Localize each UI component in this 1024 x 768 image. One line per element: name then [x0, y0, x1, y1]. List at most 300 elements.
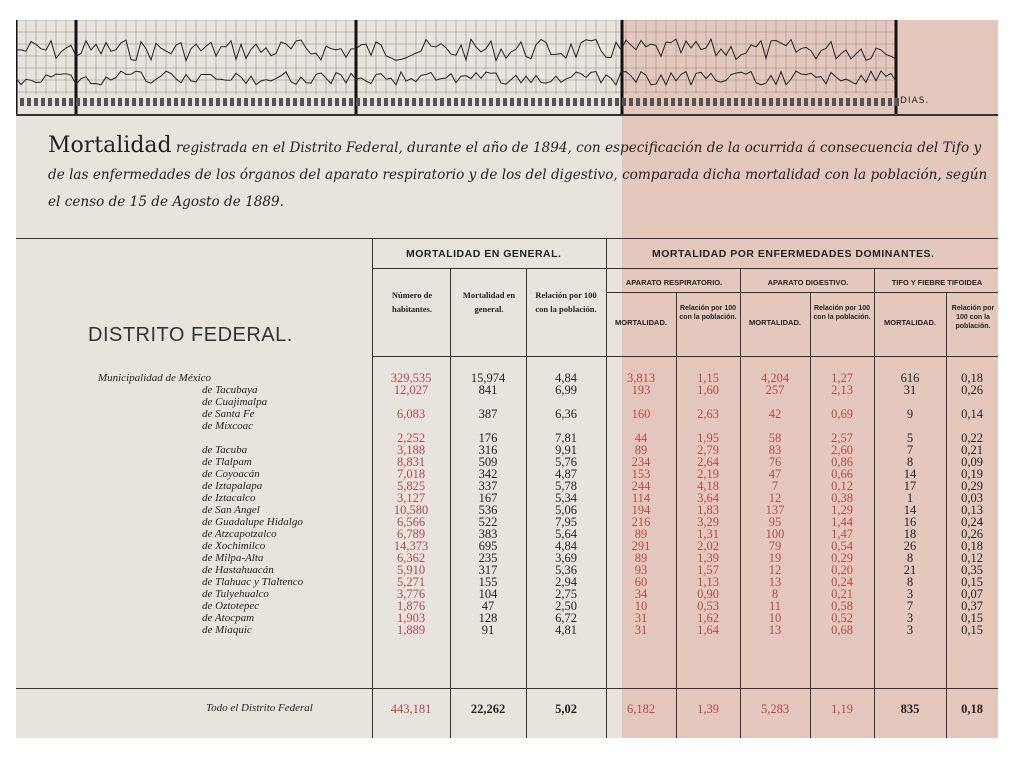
table-cell: 153 — [631, 467, 651, 481]
day-tick — [825, 98, 829, 106]
divider — [606, 292, 998, 293]
table-cell: 2,75 — [555, 587, 577, 601]
table-cell: 155 — [478, 575, 498, 589]
table-cell: 0,29 — [961, 479, 983, 493]
table-cell: 95 — [768, 515, 782, 529]
table-cell: 47 — [481, 599, 495, 613]
header-dominantes: MORTALIDAD POR ENFERMEDADES DOMINANTES. — [652, 248, 935, 260]
col-dig-rel — [810, 372, 874, 636]
table-cell: 14 — [903, 503, 917, 517]
table-cell: 0,15 — [961, 623, 983, 637]
table-cell: 0,13 — [961, 503, 983, 517]
table-cell: 8 — [906, 551, 914, 565]
table-cell: 58 — [768, 431, 782, 445]
day-tick — [496, 98, 500, 106]
day-tick — [391, 98, 395, 106]
table-cell: 31 — [903, 383, 917, 397]
day-tick — [608, 98, 612, 106]
subheader-dig-relacion: Relación por 100 con la población. — [813, 305, 871, 321]
table-cell: 0,26 — [961, 527, 983, 541]
day-tick — [97, 98, 101, 106]
day-tick — [531, 98, 535, 106]
day-tick — [685, 98, 689, 106]
table-cell: 0,66 — [831, 467, 853, 481]
table-cell: 89 — [634, 527, 648, 541]
table-cell: 5,78 — [555, 479, 577, 493]
table-cell: 2,94 — [555, 575, 577, 589]
day-tick — [657, 98, 661, 106]
day-tick — [307, 98, 311, 106]
table-cell: 5,06 — [555, 503, 577, 517]
col-tifo — [874, 372, 946, 636]
day-tick — [426, 98, 430, 106]
municipality-name: de Tacuba — [202, 444, 248, 456]
table-cell: 2,252 — [396, 431, 426, 445]
table-cell: 244 — [631, 479, 651, 493]
table-cell: 1,15 — [697, 371, 719, 385]
table-cell: 3,776 — [396, 587, 426, 601]
table-cell: 6,789 — [396, 527, 426, 541]
table-cell: 137 — [765, 503, 785, 517]
header-digestivo: APARATO DIGESTIVO. — [767, 278, 849, 287]
table-cell: 7 — [906, 443, 914, 457]
table-cell: 12 — [768, 563, 782, 577]
table-cell: 3 — [906, 623, 914, 637]
day-tick — [48, 98, 52, 106]
title-lead: Mortalidad — [48, 133, 172, 158]
table-cell: 10,580 — [393, 503, 429, 517]
table-cell: 6,362 — [396, 551, 426, 565]
table-cell: 3 — [906, 611, 914, 625]
table-cell: 0,14 — [961, 407, 983, 421]
table-cell: 235 — [478, 551, 498, 565]
table-cell: 5 — [906, 431, 914, 445]
day-tick — [118, 98, 122, 106]
day-tick — [447, 98, 451, 106]
municipality-name: de Tulyehualco — [202, 588, 269, 600]
table-cell: 7 — [906, 599, 914, 613]
table-cell: 4,204 — [760, 371, 790, 385]
day-tick — [27, 98, 31, 106]
table-cell: 2,64 — [697, 455, 719, 469]
table-cell: 4,84 — [555, 371, 577, 385]
day-tick — [55, 98, 59, 106]
municipality-name: de Milpa-Alta — [202, 552, 264, 564]
day-tick — [867, 98, 871, 106]
table-cell: 1,39 — [697, 551, 719, 565]
day-tick — [797, 98, 801, 106]
day-tick — [552, 98, 556, 106]
table-cell: 0,15 — [961, 575, 983, 589]
municipality-name: de San Angel — [202, 504, 260, 516]
table-cell: 342 — [478, 467, 498, 481]
day-tick — [783, 98, 787, 106]
table-cell: 0,21 — [961, 443, 983, 457]
table-cell: 1,31 — [697, 527, 719, 541]
table-cell: 5,271 — [396, 575, 426, 589]
document-sheet — [16, 20, 998, 738]
table-cell: 0,54 — [831, 539, 853, 553]
table-cell: 8 — [906, 575, 914, 589]
day-tick — [216, 98, 220, 106]
total-resp-rel: 1,39 — [697, 702, 719, 716]
table-cell: 2,50 — [555, 599, 577, 613]
subheader-tifo-relacion: Relación por 100 con la población. — [951, 305, 995, 330]
day-tick — [342, 98, 346, 106]
document-title — [48, 132, 988, 216]
day-tick — [125, 98, 129, 106]
municipality-name: de Mixcoac — [202, 420, 253, 432]
col-mortalidad — [450, 372, 526, 636]
table-cell: 26 — [903, 539, 917, 553]
municipality-name: de Oztotepec — [202, 600, 260, 612]
table-cell: 1,29 — [831, 503, 853, 517]
day-tick — [62, 98, 66, 106]
day-tick — [195, 98, 199, 106]
day-tick — [503, 98, 507, 106]
table-cell: 0,26 — [961, 383, 983, 397]
col-dig — [740, 372, 810, 636]
day-tick — [328, 98, 332, 106]
day-tick — [286, 98, 290, 106]
table-cell: 387 — [478, 407, 498, 421]
day-tick — [461, 98, 465, 106]
table-cell: 8 — [771, 587, 779, 601]
table-cell: 5,64 — [555, 527, 577, 541]
day-tick — [167, 98, 171, 106]
total-dig: 5,283 — [760, 702, 790, 716]
table-cell: 0,37 — [961, 599, 983, 613]
table-cell: 7,018 — [396, 467, 426, 481]
day-tick — [475, 98, 479, 106]
day-tick — [566, 98, 570, 106]
table-cell: 0,18 — [961, 539, 983, 553]
table-cell: 9,91 — [555, 443, 577, 457]
day-tick — [895, 98, 899, 106]
day-tick — [258, 98, 262, 106]
municipality-name: de Atocpam — [202, 612, 255, 624]
table-cell: 1,62 — [697, 611, 719, 625]
table-cell: 0,12 — [831, 479, 853, 493]
day-tick — [769, 98, 773, 106]
municipality-name: de Guadalupe Hidalgo — [202, 516, 303, 528]
municipality-name: de Santa Fe — [202, 408, 255, 420]
day-tick — [244, 98, 248, 106]
table-cell: 2,63 — [697, 407, 719, 421]
table-cell: 6,36 — [555, 407, 577, 421]
table-cell: 0,38 — [831, 491, 853, 505]
day-tick — [405, 98, 409, 106]
day-tick — [510, 98, 514, 106]
table-cell: 14,373 — [393, 539, 429, 553]
table-cell: 1,876 — [396, 599, 426, 613]
table-cell: 329,535 — [390, 371, 432, 385]
day-tick — [678, 98, 682, 106]
totals-label: Todo el Distrito Federal — [206, 702, 313, 714]
table-cell: 104 — [478, 587, 498, 601]
table-cell: 1,60 — [697, 383, 719, 397]
table-cell: 1,903 — [396, 611, 426, 625]
table-cell: 2,19 — [697, 467, 719, 481]
table-cell: 19 — [768, 551, 782, 565]
table-cell: 1,44 — [831, 515, 853, 529]
day-tick — [727, 98, 731, 106]
table-cell: 3,127 — [396, 491, 426, 505]
title-block — [16, 120, 998, 239]
day-tick — [300, 98, 304, 106]
table-cell: 1,95 — [697, 431, 719, 445]
day-tick — [755, 98, 759, 106]
day-tick — [132, 98, 136, 106]
table-cell: 12,027 — [393, 383, 429, 397]
total-resp: 6,182 — [626, 702, 656, 716]
table-cell: 3,69 — [555, 551, 577, 565]
subheader-relacion: Relación por 100 con la población. — [535, 290, 597, 314]
day-tick — [748, 98, 752, 106]
total-mortalidad: 22,262 — [470, 702, 506, 716]
total-tifo: 835 — [900, 702, 920, 716]
day-tick — [489, 98, 493, 106]
divider — [16, 688, 998, 689]
table-cell: 1,83 — [697, 503, 719, 517]
table-cell: 89 — [634, 551, 648, 565]
table-cell: 5,910 — [396, 563, 426, 577]
table-cell: 76 — [768, 455, 782, 469]
table-cell: 0,20 — [831, 563, 853, 577]
day-tick — [237, 98, 241, 106]
table-cell: 6,566 — [396, 515, 426, 529]
table-cell: 89 — [634, 443, 648, 457]
day-tick — [762, 98, 766, 106]
day-tick — [846, 98, 850, 106]
day-tick — [699, 98, 703, 106]
table-cell: 1,47 — [831, 527, 853, 541]
subheader-tifo-mortalidad: MORTALIDAD. — [884, 318, 936, 327]
day-tick — [804, 98, 808, 106]
table-cell: 42 — [768, 407, 782, 421]
day-tick — [818, 98, 822, 106]
table-cell: 0,53 — [697, 599, 719, 613]
table-cell: 47 — [768, 467, 782, 481]
day-tick — [706, 98, 710, 106]
table-cell: 128 — [478, 611, 498, 625]
day-tick — [650, 98, 654, 106]
day-tick — [314, 98, 318, 106]
table-cell: 10 — [634, 599, 648, 613]
table-cell: 5,76 — [555, 455, 577, 469]
table-cell: 0,29 — [831, 551, 853, 565]
table-cell: 18 — [903, 527, 917, 541]
day-tick — [188, 98, 192, 106]
day-tick — [384, 98, 388, 106]
day-tick — [202, 98, 206, 106]
day-tick — [398, 98, 402, 106]
day-tick — [832, 98, 836, 106]
table-cell: 14 — [903, 467, 917, 481]
day-tick — [888, 98, 892, 106]
header-tifo: TIFO Y FIEBRE TIFOIDEA — [891, 278, 983, 287]
table-cell: 5,34 — [555, 491, 577, 505]
day-tick — [545, 98, 549, 106]
municipality-name: de Miaquic — [202, 624, 252, 636]
table-cell: 291 — [631, 539, 651, 553]
table-cell: 79 — [768, 539, 782, 553]
table-cell: 317 — [478, 563, 498, 577]
table-cell: 522 — [478, 515, 498, 529]
table-cell: 1,64 — [697, 623, 719, 637]
table-cell: 337 — [478, 479, 498, 493]
day-tick — [468, 98, 472, 106]
day-tick — [594, 98, 598, 106]
table-cell: 3,64 — [697, 491, 719, 505]
day-tick — [811, 98, 815, 106]
day-tick — [671, 98, 675, 106]
day-tick — [293, 98, 297, 106]
subheader-num-habitantes: Número de habitantes. — [391, 290, 433, 314]
table-cell: 7,81 — [555, 431, 577, 445]
table-cell: 3,29 — [697, 515, 719, 529]
day-tick — [265, 98, 269, 106]
day-tick — [622, 98, 626, 106]
day-tick — [881, 98, 885, 106]
day-tick — [517, 98, 521, 106]
day-tick — [139, 98, 143, 106]
table-cell: 160 — [631, 407, 651, 421]
day-tick — [860, 98, 864, 106]
table-cell: 3,813 — [626, 371, 656, 385]
day-tick — [209, 98, 213, 106]
table-cell: 316 — [478, 443, 498, 457]
col-resp-rel — [676, 372, 740, 636]
table-cell: 4,87 — [555, 467, 577, 481]
table-cell: 193 — [631, 383, 651, 397]
day-tick — [349, 98, 353, 106]
table-cell: 13 — [768, 623, 782, 637]
table-cell: 616 — [900, 371, 920, 385]
table-cell: 176 — [478, 431, 498, 445]
day-tick — [433, 98, 437, 106]
daily-chart-strip — [16, 20, 998, 116]
municipality-name: de Hastahuacán — [202, 564, 274, 576]
table-cell: 0,12 — [961, 551, 983, 565]
day-tick — [104, 98, 108, 106]
day-tick — [377, 98, 381, 106]
table-cell: 1,27 — [831, 371, 853, 385]
table-cell: 0,52 — [831, 611, 853, 625]
col-relacion — [526, 372, 606, 636]
municipality-name: de Iztacalco — [202, 492, 256, 504]
municipality-name: de Tlahuac y Tlaltenco — [202, 576, 304, 588]
day-tick — [146, 98, 150, 106]
table-cell: 12 — [768, 491, 782, 505]
table-cell: 83 — [768, 443, 782, 457]
total-relacion: 5,02 — [555, 702, 577, 716]
table-cell: 17 — [903, 479, 917, 493]
table-cell: 0,03 — [961, 491, 983, 505]
table-cell: 2,57 — [831, 431, 853, 445]
divider — [372, 356, 998, 357]
day-tick — [321, 98, 325, 106]
municipality-name: de Iztapalapa — [202, 480, 263, 492]
table-cell: 3 — [906, 587, 914, 601]
municipality-name: de Cuajimalpa — [202, 396, 268, 408]
table-cell: 3,188 — [396, 443, 426, 457]
day-tick — [279, 98, 283, 106]
day-tick — [482, 98, 486, 106]
day-tick — [790, 98, 794, 106]
day-tick — [615, 98, 619, 106]
day-tick — [412, 98, 416, 106]
table-cell: 13 — [768, 575, 782, 589]
table-cell: 383 — [478, 527, 498, 541]
table-cell: 31 — [634, 611, 648, 625]
col-tifo-rel — [946, 372, 998, 636]
day-tick — [713, 98, 717, 106]
table-cell: 91 — [481, 623, 495, 637]
day-tick — [181, 98, 185, 106]
district-heading: DISTRITO FEDERAL. — [88, 324, 293, 346]
day-tick — [559, 98, 563, 106]
table-cell: 0,07 — [961, 587, 983, 601]
day-tick — [76, 98, 80, 106]
table-cell: 5,825 — [396, 479, 426, 493]
chart-grid — [16, 20, 998, 114]
table-cell: 15,974 — [470, 371, 506, 385]
day-tick — [230, 98, 234, 106]
table-cell: 509 — [478, 455, 498, 469]
day-tick — [664, 98, 668, 106]
table-cell: 0,09 — [961, 455, 983, 469]
day-tick — [538, 98, 542, 106]
subheader-resp-relacion: Relación por 100 con la población. — [679, 305, 737, 321]
municipality-name — [98, 432, 388, 444]
day-tick — [174, 98, 178, 106]
municipality-name: de Atzcapotzalco — [202, 528, 277, 540]
table-cell: 0,21 — [831, 587, 853, 601]
table-cell: 10 — [768, 611, 782, 625]
day-tick — [440, 98, 444, 106]
day-tick — [111, 98, 115, 106]
table-cell: 6,083 — [396, 407, 426, 421]
day-tick — [692, 98, 696, 106]
table-cell: 7,95 — [555, 515, 577, 529]
table-cell: 0,22 — [961, 431, 983, 445]
day-tick — [853, 98, 857, 106]
table-cell: 9 — [906, 407, 914, 421]
municipality-name: de Coyoacán — [202, 468, 260, 480]
table-cell: 234 — [631, 455, 651, 469]
table-cell: 16 — [903, 515, 917, 529]
table-cell: 2,79 — [697, 443, 719, 457]
col-resp — [606, 372, 676, 636]
day-tick — [580, 98, 584, 106]
title-body: registrada en el Distrito Federal, durante el año de 1894, con especificación de la ocurrida á consecuencia del Tifo y de las enfermedades de los órganos del aparato respiratorio y de los del digestivo, comparada dicha mortalidad con la población, según el censo de 15 de Agosto de 1889. — [48, 140, 988, 210]
table-cell: 2,60 — [831, 443, 853, 457]
subheader-dig-mortalidad: MORTALIDAD. — [749, 318, 801, 327]
day-tick — [153, 98, 157, 106]
table-cell: 0,86 — [831, 455, 853, 469]
table-cell: 60 — [634, 575, 648, 589]
table-cell: 1,13 — [697, 575, 719, 589]
table-cell: 6,99 — [555, 383, 577, 397]
day-tick — [776, 98, 780, 106]
table-cell: 0,19 — [961, 467, 983, 481]
table-cell: 0,58 — [831, 599, 853, 613]
day-tick — [90, 98, 94, 106]
table-cell: 536 — [478, 503, 498, 517]
subheader-resp-mortalidad: MORTALIDAD. — [615, 318, 667, 327]
day-tick — [720, 98, 724, 106]
